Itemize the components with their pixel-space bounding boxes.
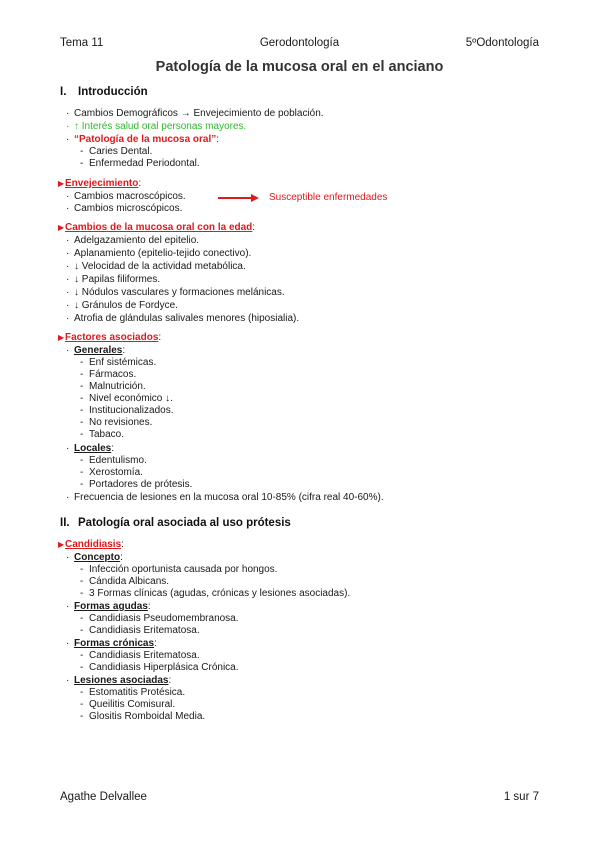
list-item: · Frecuencia de lesiones en la mucosa oral 10-85% (cifra real 40-60%). [66,492,384,503]
locales-heading: · Locales: [66,443,115,454]
list-item: - Tabaco. [80,429,125,440]
susceptible-note: Susceptible enfermedades [269,192,388,203]
generales-heading: · Generales: [66,345,126,356]
agudas-heading: · Formas agudas: [66,601,151,612]
list-item: - Candidiasis Eritematosa. [80,625,200,636]
cambios-heading: ▶Cambios de la mucosa oral con la edad: [58,222,256,233]
header-subject: Gerodontología [259,37,340,49]
list-item: · Cambios Demográficos → Envejecimiento de población. [66,108,324,119]
list-item: · ↓ Velocidad de la actividad metabólica. [66,261,246,272]
list-item: · ↑ Interés salud oral personas mayores. [66,121,247,132]
list-item: - No revisiones. [80,417,153,428]
section-2-number: II. [60,517,70,529]
list-item: - Portadores de prótesis. [80,479,193,490]
list-item: - Xerostomía. [80,467,143,478]
section-1-title: Introducción [78,86,148,98]
factores-heading: ▶Factores asociados: [58,332,162,343]
list-item: · ↓ Nódulos vasculares y formaciones melánicas. [66,287,285,298]
footer-author: Agathe Delvallee [60,791,147,803]
list-item: · Cambios macroscópicos. [66,191,186,202]
triangle-bullet-icon: ▶ [58,333,65,342]
cronicas-heading: · Formas crónicas: [66,638,157,649]
right-arrow-icon [217,193,261,203]
list-item: - Cándida Albicans. [80,576,170,587]
section-1-number: I. [60,86,67,98]
list-item: - Malnutrición. [80,381,146,392]
list-item: · “Patología de la mucosa oral”: [66,134,220,145]
list-item: - Enf sistémicas. [80,357,157,368]
list-item: - Institucionalizados. [80,405,174,416]
list-item: - 3 Formas clínicas (agudas, crónicas y lesiones asociadas). [80,588,351,599]
list-item: · ↓ Papilas filiformes. [66,274,161,285]
list-item: - Fármacos. [80,369,137,380]
list-item: - Candidiasis Pseudomembranosa. [80,613,239,624]
list-item: - Candidiasis Eritematosa. [80,650,200,661]
list-item: - Queilitis Comisural. [80,699,176,710]
triangle-bullet-icon: ▶ [58,223,65,232]
page-number: 1 sur 7 [503,791,539,803]
triangle-bullet-icon: ▶ [58,179,65,188]
list-item: - Enfermedad Periodontal. [80,158,200,169]
list-item: - Estomatitis Protésica. [80,687,186,698]
list-item: · Aplanamiento (epitelio-tejido conectivo). [66,248,252,259]
list-item: - Caries Dental. [80,146,153,157]
list-item: · Adelgazamiento del epitelio. [66,235,200,246]
list-item: - Infección oportunista causada por hongos. [80,564,278,575]
list-item: - Edentulismo. [80,455,147,466]
list-item: · ↓ Gránulos de Fordyce. [66,300,178,311]
page-title: Patología de la mucosa oral en el anciano [155,59,444,75]
header-topic: Tema 11 [60,37,104,49]
triangle-bullet-icon: ▶ [58,540,65,549]
concepto-heading: · Concepto: [66,552,123,563]
list-item: - Glositis Romboidal Media. [80,711,206,722]
candidiasis-heading: ▶Candidiasis: [58,539,124,550]
list-item: · Cambios microscópicos. [66,203,183,214]
section-1-heading [60,86,148,98]
list-item: · Atrofia de glándulas salivales menores (hiposialia). [66,313,300,324]
list-item: - Nivel económico ↓. [80,393,173,404]
list-item: - Candidiasis Hiperplásica Crónica. [80,662,239,673]
header-course: 5ºOdontología [465,37,539,49]
section-2-title: Patología oral asociada al uso prótesis [78,517,291,529]
envejecimiento-heading: ▶Envejecimiento: [58,178,142,189]
section-2-heading [60,517,291,529]
lesiones-heading: · Lesiones asociadas: [66,675,172,686]
